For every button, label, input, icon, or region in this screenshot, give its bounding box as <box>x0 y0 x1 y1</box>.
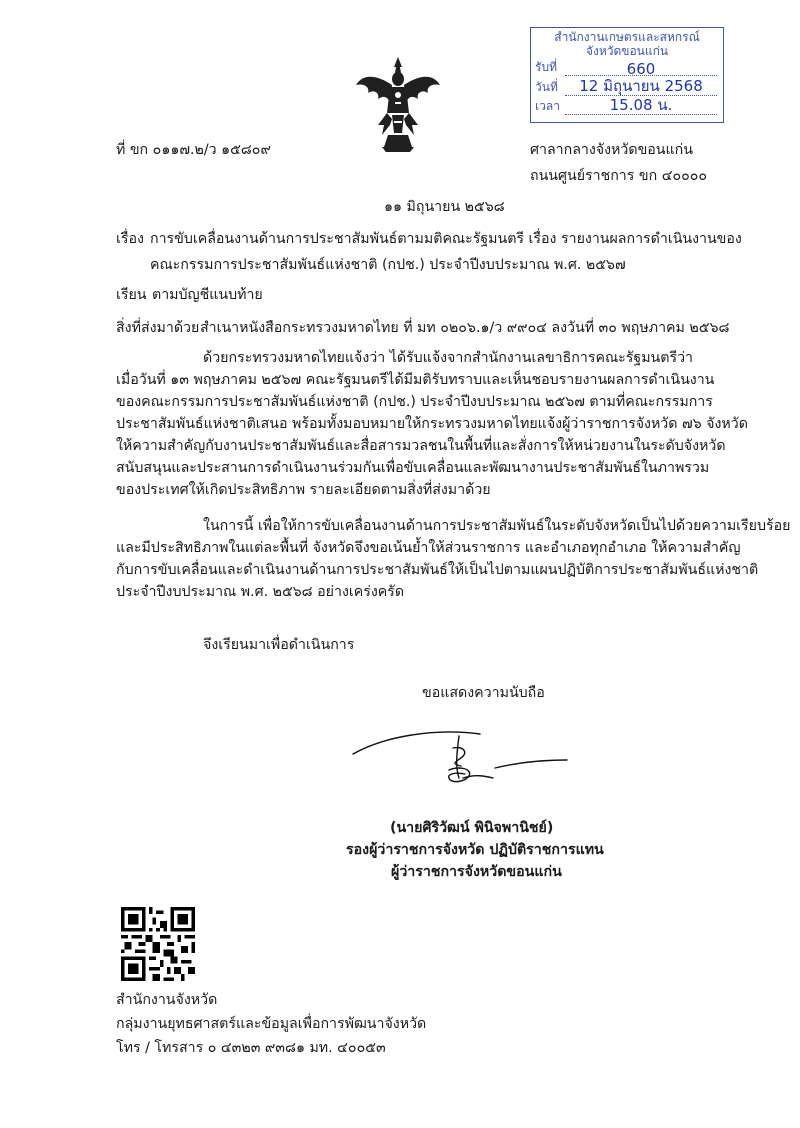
garuda-emblem-icon <box>354 55 442 153</box>
subject-line1: การขับเคลื่อนงานด้านการประชาสัมพันธ์ตามมติคณะรัฐมนตรี เรื่อง รายงานผลการดำเนินงานของ <box>150 231 742 247</box>
footer-group: กลุ่มงานยุทธศาสตร์และข้อมูลเพื่อการพัฒนาจังหวัด <box>116 1016 427 1032</box>
document-number: ที่ ขก ๐๑๑๗.๒/ว ๑๕๘๐๙ <box>116 142 271 158</box>
body-paragraph-2 <box>116 515 790 603</box>
footer-office: สำนักงานจังหวัด <box>116 992 218 1008</box>
stamp-received-label: รับที่ <box>535 60 557 74</box>
address-line1: ศาลากลางจังหวัดขอนแก่น <box>530 142 693 158</box>
footer-phone: โทร / โทรสาร ๐ ๔๓๒๓ ๙๓๘๑ มท. ๔๐๐๕๓ <box>116 1040 386 1056</box>
attachment-text: สำเนาหนังสือกระทรวงมหาดไทย ที่ มท ๐๒๐๖.๑/ว ๙๙๐๔ ลงวันที่ ๓๐ พฤษภาคม ๒๕๖๘ <box>200 320 730 336</box>
paragraph-line: ของประเทศให้เกิดประสิทธิภาพ รายละเอียดตามสิ่งที่ส่งมาด้วย <box>116 482 491 498</box>
stamp-org-line2: จังหวัดขอนแก่น <box>585 44 669 58</box>
document-date: ๑๑ มิถุนายน ๒๕๖๘ <box>384 199 505 215</box>
stamp-time-value: 15.08 น. <box>609 96 673 114</box>
attachment-label: สิ่งที่ส่งมาด้วย <box>116 320 200 336</box>
qr-code <box>121 907 195 981</box>
signatory-position-1: รองผู้ว่าราชการจังหวัด ปฏิบัติราชการแทน <box>346 842 604 858</box>
paragraph-line: ของคณะกรรมการประชาสัมพันธ์แห่งชาติ (กปช.) ประจำปีงบประมาณ ๒๕๖๗ ตามที่คณะกรรมการ <box>116 394 713 410</box>
body-paragraph-1 <box>116 347 748 501</box>
stamp-org-line1: สำนักงานเกษตรและสหกรณ์ <box>554 30 700 44</box>
subject-line2: คณะกรรมการประชาสัมพันธ์แห่งชาติ (กปช.) ประจำปีงบประมาณ พ.ศ. ๒๕๖๗ <box>150 257 626 273</box>
address-line2: ถนนศูนย์ราชการ ขก ๔๐๐๐๐ <box>530 168 708 184</box>
stamp-received-number: 660 <box>626 60 656 78</box>
paragraph-line: และมีประสิทธิภาพในแต่ละพื้นที่ จังหวัดจึงขอเน้นย้ำให้ส่วนราชการ และอำเภอทุกอำเภอ ให้ความสำคัญ <box>116 540 741 556</box>
receiving-stamp <box>530 27 724 123</box>
paragraph-line: กับการขับเคลื่อนและดำเนินงานด้านการประชาสัมพันธ์ให้เป็นไปตามแผนปฏิบัติการประชาสัมพันธ์แห่งชาติ <box>116 562 759 578</box>
signatory-name: (นายศิริวัฒน์ พินิจพานิชย์) <box>390 820 554 836</box>
subject-label: เรื่อง <box>116 231 144 247</box>
paragraph-line: ประชาสัมพันธ์แห่งชาติเสนอ พร้อมทั้งมอบหมายให้กระทรวงมหาดไทยแจ้งผู้ว่าราชการจังหวัด ๗๖ จังหวัด <box>116 416 748 432</box>
regards-text: ขอแสดงความนับถือ <box>422 685 545 701</box>
paragraph-line: ประจำปีงบประมาณ พ.ศ. ๒๕๖๘ อย่างเคร่งครัด <box>116 584 405 600</box>
stamp-date-value: 12 มิถุนายน 2568 <box>579 77 703 95</box>
paragraph-line: เมื่อวันที่ ๑๓ พฤษภาคม ๒๕๖๗ คณะรัฐมนตรีได้มีมติรับทราบและเห็นชอบรายงานผลการดำเนินงาน <box>116 372 715 388</box>
stamp-date-label: วันที่ <box>535 80 558 94</box>
paragraph-line: ในการนี้ เพื่อให้การขับเคลื่อนงานด้านการประชาสัมพันธ์ในระดับจังหวัดเป็นไปด้วยความเรียบร้อย <box>203 518 791 534</box>
closing-request: จึงเรียนมาเพื่อดำเนินการ <box>203 637 355 653</box>
paragraph-line: ให้ความสำคัญกับงานประชาสัมพันธ์และสื่อสารมวลชนในพื้นที่และสั่งการให้หน่วยงานในระดับจังหวัด <box>116 438 726 454</box>
handwritten-signature <box>345 718 570 796</box>
signatory-position-2: ผู้ว่าราชการจังหวัดขอนแก่น <box>391 864 562 880</box>
salutation-text: ตามบัญชีแนบท้าย <box>152 287 263 303</box>
paragraph-line: ด้วยกระทรวงมหาดไทยแจ้งว่า ได้รับแจ้งจากสำนักงานเลขาธิการคณะรัฐมนตรีว่า <box>203 350 694 366</box>
stamp-time-row <box>535 96 717 117</box>
stamp-time-label: เวลา <box>535 99 560 113</box>
paragraph-line: สนับสนุนและประสานการดำเนินงานร่วมกันเพื่อขับเคลื่อนและพัฒนางานประชาสัมพันธ์ในภาพรวม <box>116 460 710 476</box>
salutation-label: เรียน <box>116 287 147 303</box>
